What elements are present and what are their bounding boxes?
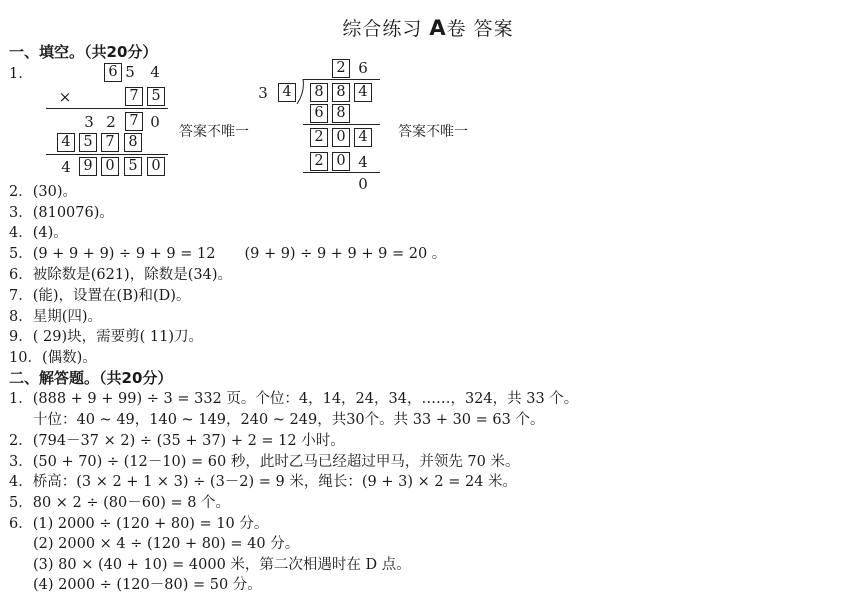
answer-line: 4．桥高：(3 × 2 + 1 × 3) ÷ (3－2) = 9 米，绳长：(9 + 3) × 2 = 24 米。: [9, 474, 518, 490]
answer-line: 9．( 29)块，需要剪( 11)刀。: [9, 329, 203, 345]
digit-box: 6: [104, 63, 122, 82]
answer-line: (3) 80 × (40 + 10) = 4000 米，第二次相遇时在 D 点。: [33, 557, 411, 573]
digit-box: 8: [332, 104, 350, 123]
digit-box: 4: [57, 133, 75, 152]
answer-line: 3．(810076)。: [9, 205, 114, 221]
answer-line: 5．80 × 2 ÷ (80－60) = 8 个。: [9, 495, 231, 511]
digit: 3: [84, 113, 94, 131]
note-not-unique: 答案不唯一: [179, 124, 249, 140]
digit-box: 0: [332, 152, 350, 171]
answer-line: 2．(794－37 × 2) ÷ (35 + 37) + 2 = 12 小时。: [9, 433, 345, 449]
digit-box: 7: [125, 87, 143, 106]
q1-number: 1．: [9, 66, 33, 82]
digit-box: 0: [101, 157, 119, 176]
answer-line: 8．星期(四)。: [9, 309, 103, 325]
digit-box: 0: [147, 157, 165, 176]
digit: 4: [61, 158, 71, 176]
digit-box: 5: [147, 87, 165, 106]
divider-line: [46, 108, 168, 109]
answer-line: 6．(1) 2000 ÷ (120 + 80) = 10 分。: [9, 516, 269, 532]
divider-line: [303, 124, 380, 125]
digit-box: 2: [310, 128, 328, 147]
answer-line: 10．(偶数)。: [9, 350, 97, 366]
digit-box: 5: [79, 133, 97, 152]
page-title: [0, 14, 856, 41]
answer-line: 7．(能)，设置在(B)和(D)。: [9, 288, 191, 304]
divider-line: [46, 154, 168, 155]
answer-line: 5．(9 + 9 + 9) ÷ 9 + 9 = 12 (9 + 9) ÷ 9 + 9 + 9 = 20 。: [9, 246, 447, 262]
digit-box: 6: [310, 104, 328, 123]
answer-line: 4．(4)。: [9, 225, 68, 241]
answer-line: (4) 2000 ÷ (120－80) = 50 分。: [33, 577, 262, 593]
digit: 0: [358, 175, 368, 193]
title-text-post: 卷 答案: [446, 18, 514, 40]
digit-box: 5: [124, 157, 142, 176]
digit-box: 0: [332, 128, 350, 147]
digit-box: 2: [310, 152, 328, 171]
digit-box: 4: [354, 83, 372, 102]
digit: 3: [258, 84, 268, 102]
digit: 2: [106, 113, 116, 131]
digit-box: 4: [354, 128, 372, 147]
division-bracket: [296, 79, 306, 105]
digit-box: 7: [101, 133, 119, 152]
answer-line: 6．被除数是(621)，除数是(34)。: [9, 267, 232, 283]
title-text-pre: 综合练习: [342, 18, 430, 40]
title-text-bold: A: [429, 16, 447, 40]
digit-box: 8: [124, 133, 142, 152]
digit: 0: [150, 113, 160, 131]
division-bar: [303, 79, 380, 80]
divider-line: [303, 172, 380, 173]
digit: 4: [358, 153, 368, 171]
digit-box: 8: [332, 83, 350, 102]
section1-heading: 一、填空。（共20分）: [9, 43, 158, 61]
digit-box: 4: [278, 83, 296, 102]
digit: 5: [125, 63, 135, 81]
times-sign: ×: [58, 88, 72, 106]
answer-line: 2．(30)。: [9, 184, 77, 200]
answer-line: (2) 2000 × 4 ÷ (120 + 80) = 40 分。: [33, 536, 300, 552]
digit-box: 7: [125, 112, 143, 131]
answer-line: 1．(888 + 9 + 99) ÷ 3 = 332 页。个位：4，14，24，34，……，324，共 33 个。: [9, 391, 579, 407]
digit-box: 2: [332, 59, 350, 78]
digit-box: 8: [310, 83, 328, 102]
digit-box: 9: [79, 157, 97, 176]
section2-heading: 二、解答题。（共20分）: [9, 369, 173, 387]
digit: 4: [150, 63, 160, 81]
answer-line: 3．(50 + 70) ÷ (12－10) = 60 秒，此时乙马已经超过甲马，并领先 70 米。: [9, 454, 520, 470]
note-not-unique: 答案不唯一: [398, 124, 468, 140]
answer-line: 十位：40 ~ 49，140 ~ 149，240 ~ 249，共30个。共 33 + 30 = 63 个。: [33, 412, 545, 428]
digit: 6: [358, 59, 368, 77]
